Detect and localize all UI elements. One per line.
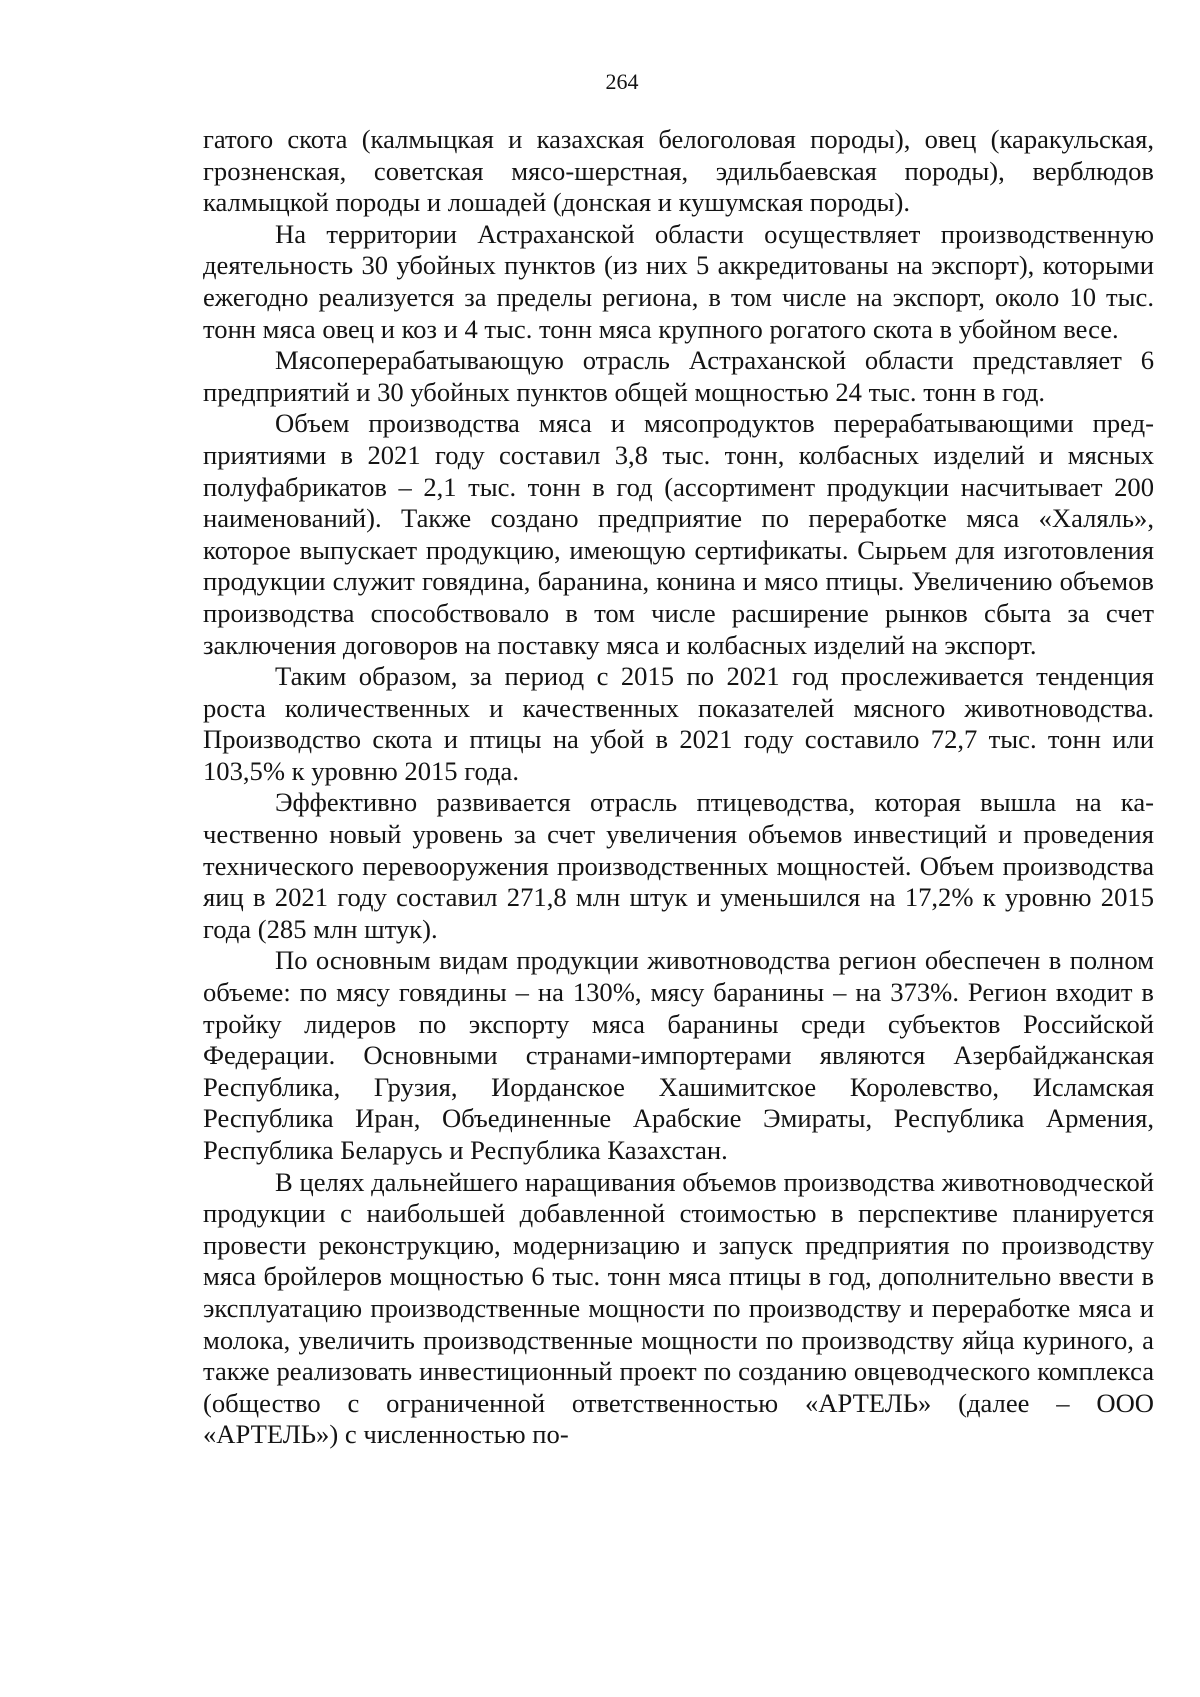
paragraph-production-volume: Объем производства мяса и мясопродуктов перерабатывающими предприятиями в 2021 году составил 3,8 тыс. тонн, колбасных изделий и мясных полуфабрикатов – 2,1 тыс. тонн в год (ассортимент продукции насчитывает 200 наименований). Также создано предприятие по переработке мяса «Халяль», которое выпускает продукцию, имеющую сертификаты. Сырьем для изготовления продукции служит говядина, баранина, конина и мясо птицы. Увеличению объемов производства способствовало в том числе расширение рынков сбыта за счет заключения договоров на поставку мяса и колбасных изделий на экспорт. xyxy=(203,408,1154,660)
paragraph-future-plans: В целях дальнейшего наращивания объемов производства животноводческой продукции с наибольшей добавленной стоимостью в перспективе планируется провести реконструкцию, модернизацию и запуск предприятия по производству мяса бройлеров мощностью 6 тыс. тонн мяса птицы в год, дополнительно ввести в эксплуатацию производственные мощности по производству и переработке мяса и молока, увеличить производственные мощности по производству яйца куриного, а также реализовать инвестиционный проект по созданию овцеводческого комплекса (общество с ограниченной ответственностью «АРТЕЛЬ» (далее – ООО «АРТЕЛЬ») с численностью по- xyxy=(203,1166,1154,1450)
paragraph-growth-trend: Таким образом, за период с 2015 по 2021 год прослеживается тенденция роста количественных и качественных показателей мясного животноводства. Производство скота и птицы на убой в 2021 году составило 72,7 тыс. тонн или 103,5% к уровню 2015 года. xyxy=(203,661,1154,786)
paragraph-slaughter-points: На территории Астраханской области осуществляет производственную деятельность 30 убойных пунктов (из них 5 аккредитованы на экспорт), которыми ежегодно реализуется за пределы региона, в том числе на экспорт, около 10 тыс. тонн мяса овец и коз и 4 тыс. тонн мяса крупного рогатого скота в убойном весе. xyxy=(203,218,1154,344)
paragraph-meat-processing-industry: Мясоперерабатывающую отрасль Астраханской области представляет 6 предприятий и 30 убойных пунктов общей мощностью 24 тыс. тонн в год. xyxy=(203,345,1154,407)
paragraph-self-sufficiency-export: По основным видам продукции животноводства регион обеспечен в полном объеме: по мясу говядины – на 130%, мясу баранины – на 373%. Регион входит в тройку лидеров по экспорту мяса баранины среди субъектов Российской Федерации. Основными странами-импортерами являются Азербайджанская Республика, Грузия, Иорданское Хашимитское Королевство, Исламская Республика Иран, Объединенные Арабские Эмираты, Республика Армения, Республика Беларусь и Республика Казахстан. xyxy=(203,945,1154,1165)
paragraph-continuation: гатого скота (калмыцкая и казахская белоголовая породы), овец (каракульская, грозненская, советская мясо-шерстная, эдильбаевская породы), верблюдов калмыцкой породы и лошадей (донская и кушумская породы). xyxy=(203,124,1154,218)
paragraph-poultry: Эффективно развивается отрасль птицеводства, которая вышла на качественно новый уровень за счет увеличения объемов инвестиций и проведения технического перевооружения производственных мощностей. Объем производства яиц в 2021 году составил 271,8 млн штук и уменьшился на 17,2% к уровню 2015 года (285 млн штук). xyxy=(203,787,1154,944)
page-number: 264 xyxy=(605,69,639,94)
body-text xyxy=(203,124,1154,1451)
